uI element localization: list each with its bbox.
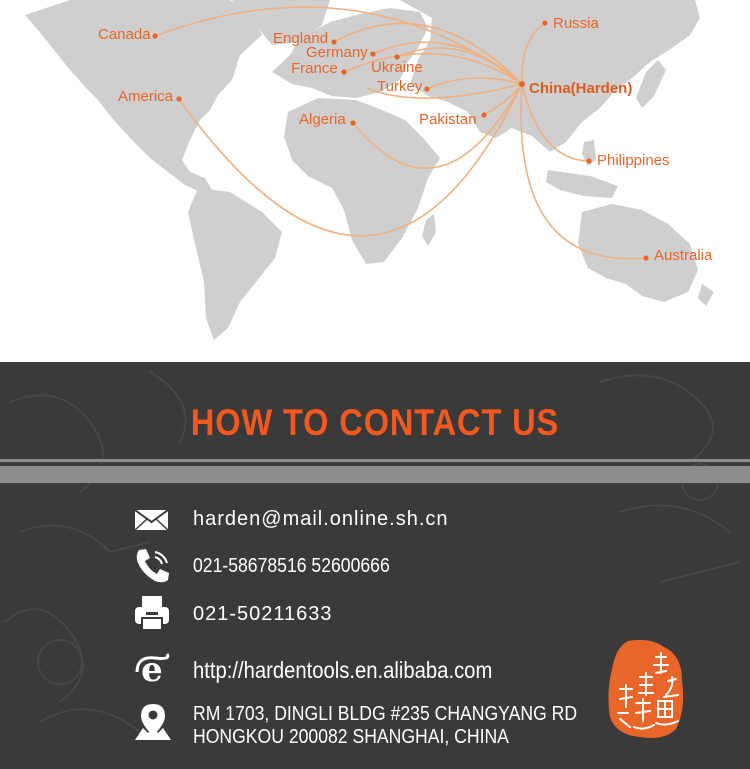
divider-stripe-thin bbox=[0, 459, 750, 462]
city-label-turkey: Turkey bbox=[377, 78, 423, 95]
city-label-algeria: Algeria bbox=[299, 111, 346, 128]
world-map-graphic bbox=[0, 0, 750, 362]
envelope-icon bbox=[133, 500, 173, 540]
city-label-america: America bbox=[118, 88, 174, 105]
city-label-france: France bbox=[291, 60, 338, 77]
city-label-philippines: Philippines bbox=[597, 152, 670, 169]
city-label-germany: Germany bbox=[306, 44, 368, 61]
internet-explorer-icon bbox=[133, 650, 173, 690]
southeast-asia-islands bbox=[546, 170, 618, 198]
address-row bbox=[133, 702, 593, 752]
phone-numbers[interactable]: 021-58678516 52600666 bbox=[193, 555, 390, 577]
svg-text:e: e bbox=[141, 650, 163, 690]
city-label-england: England bbox=[273, 30, 329, 47]
city-label-ukraine: Ukraine bbox=[371, 59, 423, 76]
fax-icon bbox=[133, 594, 173, 634]
city-label-canada: Canada bbox=[98, 26, 151, 43]
city-label-hub-china: China(Harden) bbox=[529, 80, 633, 97]
madagascar-landmass bbox=[422, 214, 436, 246]
location-icon bbox=[133, 702, 173, 742]
website-link[interactable]: http://hardentools.en.alibaba.com bbox=[193, 657, 493, 683]
south-america-landmass bbox=[188, 188, 282, 340]
seal-stamp bbox=[606, 637, 686, 741]
phone-icon bbox=[133, 546, 173, 586]
email-address[interactable]: harden@mail.online.sh.cn bbox=[193, 508, 449, 530]
fax-row bbox=[133, 594, 593, 634]
new-zealand-landmass bbox=[698, 284, 714, 306]
divider-stripe-thick bbox=[0, 466, 750, 483]
city-label-russia: Russia bbox=[553, 15, 599, 32]
website-row bbox=[133, 650, 593, 690]
address-line-2: HONGKOU 200082 SHANGHAI, CHINA bbox=[193, 726, 509, 748]
address-block bbox=[193, 703, 577, 749]
address-line-1: RM 1703, DINGLI BLDG #235 CHANGYANG RD bbox=[193, 703, 578, 725]
city-label-pakistan: Pakistan bbox=[419, 111, 477, 128]
city-label-australia: Australia bbox=[654, 247, 713, 264]
email-row bbox=[133, 500, 593, 540]
phone-row bbox=[133, 546, 593, 586]
world-map bbox=[0, 0, 750, 362]
contact-title: HOW TO CONTACT US bbox=[190, 402, 560, 443]
contact-section bbox=[0, 362, 750, 769]
fax-number[interactable]: 021-50211633 bbox=[193, 603, 333, 625]
